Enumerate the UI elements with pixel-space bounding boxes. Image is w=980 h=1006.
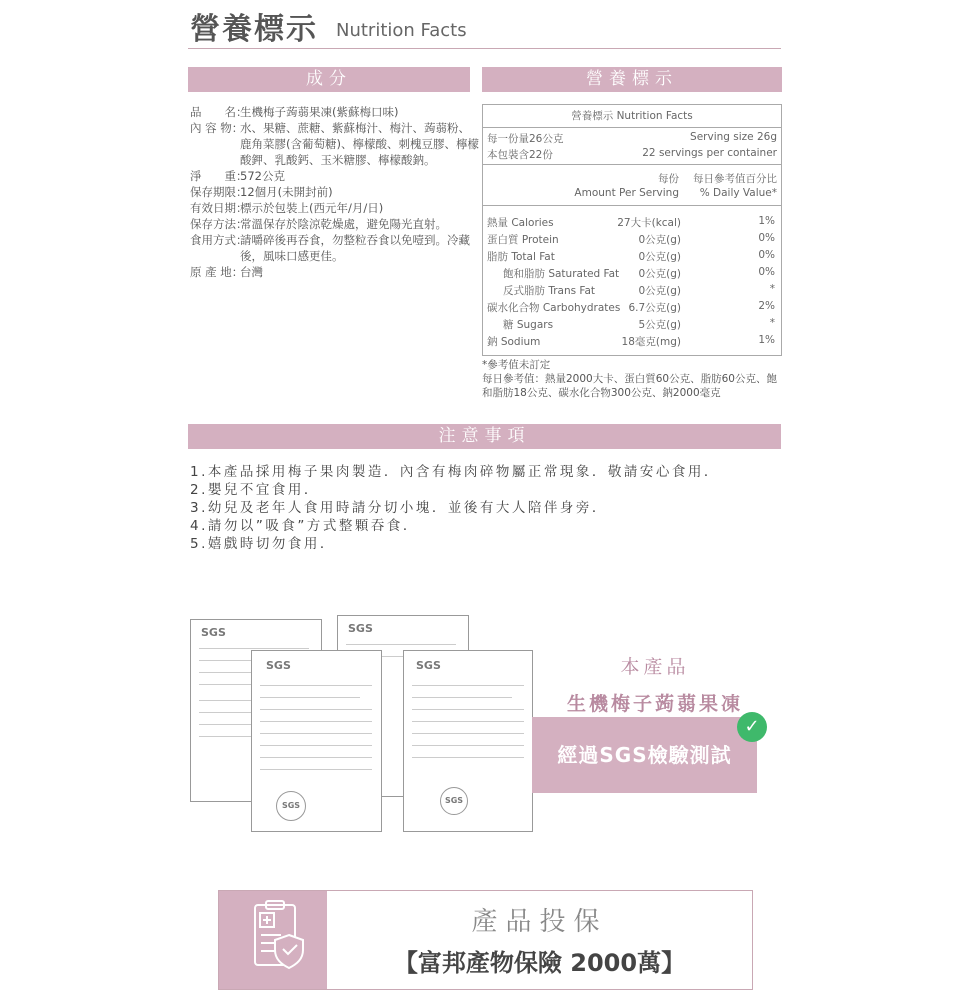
notice-item: 1.本產品採用梅子果肉製造．內含有梅肉碎物屬正常現象．敬請安心食用． xyxy=(190,464,720,480)
notice-item: 3.幼兒及老年人食用時請分切小塊．並後有大人陪伴身旁． xyxy=(190,500,608,516)
nutrient-row: 蛋白質 Protein 0公克(g) 0% xyxy=(487,232,775,246)
nutrient-row: 糖 Sugars 5公克(g) * xyxy=(503,317,775,331)
nutrition-footnote: *參考值未訂定 每日參考值：熱量2000大卡、蛋白質60公克、脂肪60公克、飽和脂肪18公克、碳水化合物300公克、鈉2000毫克 xyxy=(482,359,777,399)
nutrition-header: 營養標示 xyxy=(482,67,782,92)
insurance-box xyxy=(218,890,753,990)
nutrition-table-title: 營養標示 Nutrition Facts xyxy=(483,105,781,128)
notice-item: 2.嬰兒不宜食用． xyxy=(190,482,320,498)
sgs-report-document: SGS SGS xyxy=(251,650,382,832)
clipboard-shield-icon xyxy=(219,891,327,989)
ingredients-list xyxy=(190,104,480,280)
page-title: 營養標示 xyxy=(190,12,318,47)
page-subtitle: Nutrition Facts xyxy=(336,20,467,41)
nutrient-row: 反式脂肪 Trans Fat 0公克(g) * xyxy=(503,283,775,297)
notice-item: 5.嬉戲時切勿食用． xyxy=(190,536,336,552)
nutrient-row: 飽和脂肪 Saturated Fat 0公克(g) 0% xyxy=(503,266,775,280)
ingredient-row: 品 名： 生機梅子蒟蒻果凍(紫蘇梅口味) xyxy=(190,105,399,119)
sgs-report-document: SGS SGS xyxy=(403,650,533,832)
insurance-detail: 【富邦產物保險 2000萬】 xyxy=(393,949,686,977)
sgs-tested-badge: 經過SGS檢驗測試 xyxy=(532,717,757,793)
ingredients-header: 成分 xyxy=(188,67,470,92)
notice-list xyxy=(190,463,720,553)
ingredient-row: 淨 重： 572公克 xyxy=(190,169,285,183)
sgs-report-document: SGS xyxy=(190,619,322,802)
notice-header: 注意事項 xyxy=(188,424,781,449)
insurance-panel xyxy=(219,891,327,989)
ingredient-row: 內 容 物： 水、果糖、蔗糖、紫蘇梅汁、梅汁、蒟蒻粉、鹿角菜膠(含葡萄糖)、檸檬酸、刺槐豆膠、檸檬酸鉀、乳酸鈣、玉米糖膠、檸檬酸鈉。 xyxy=(190,121,479,167)
ingredient-row: 有效日期： 標示於包裝上(西元年/月/日) xyxy=(190,201,384,215)
nutrient-row: 熱量 Calories 27大卡(kcal) 1% xyxy=(487,215,775,229)
product-caption: 本產品 生機梅子蒟蒻果凍 xyxy=(566,656,743,715)
nutrient-row: 鈉 Sodium 18毫克(mg) 1% xyxy=(487,334,775,348)
nutrition-table xyxy=(482,104,782,356)
serving-info: 每一份量26公克 Serving size 26g 本包裝含22份 22 servings per container xyxy=(483,128,781,165)
title-divider xyxy=(188,48,781,49)
insurance-title: 產品投保 xyxy=(471,907,608,937)
column-headers: 每份 每日參考值百分比 Amount Per Serving % Daily Value* xyxy=(483,165,781,206)
ingredient-row: 原 產 地： 台灣 xyxy=(190,265,263,279)
ingredient-row: 食用方式： 請嚼碎後再吞食，勿整粒吞食以免噎到。冷藏後，風味口感更佳。 xyxy=(190,233,470,263)
check-icon: ✓ xyxy=(737,712,767,742)
notice-item: 4.請勿以”吸食”方式整顆吞食． xyxy=(190,518,419,534)
nutrient-row: 碳水化合物 Carbohydrates 6.7公克(g) 2% xyxy=(487,300,775,314)
ingredient-row: 保存方法： 常溫保存於陰涼乾燥處，避免陽光直射。 xyxy=(190,217,447,231)
nutrient-row: 脂肪 Total Fat 0公克(g) 0% xyxy=(487,249,775,263)
ingredient-row: 保存期限： 12個月(未開封前) xyxy=(190,185,333,199)
sgs-report-document: SGS xyxy=(337,615,469,797)
